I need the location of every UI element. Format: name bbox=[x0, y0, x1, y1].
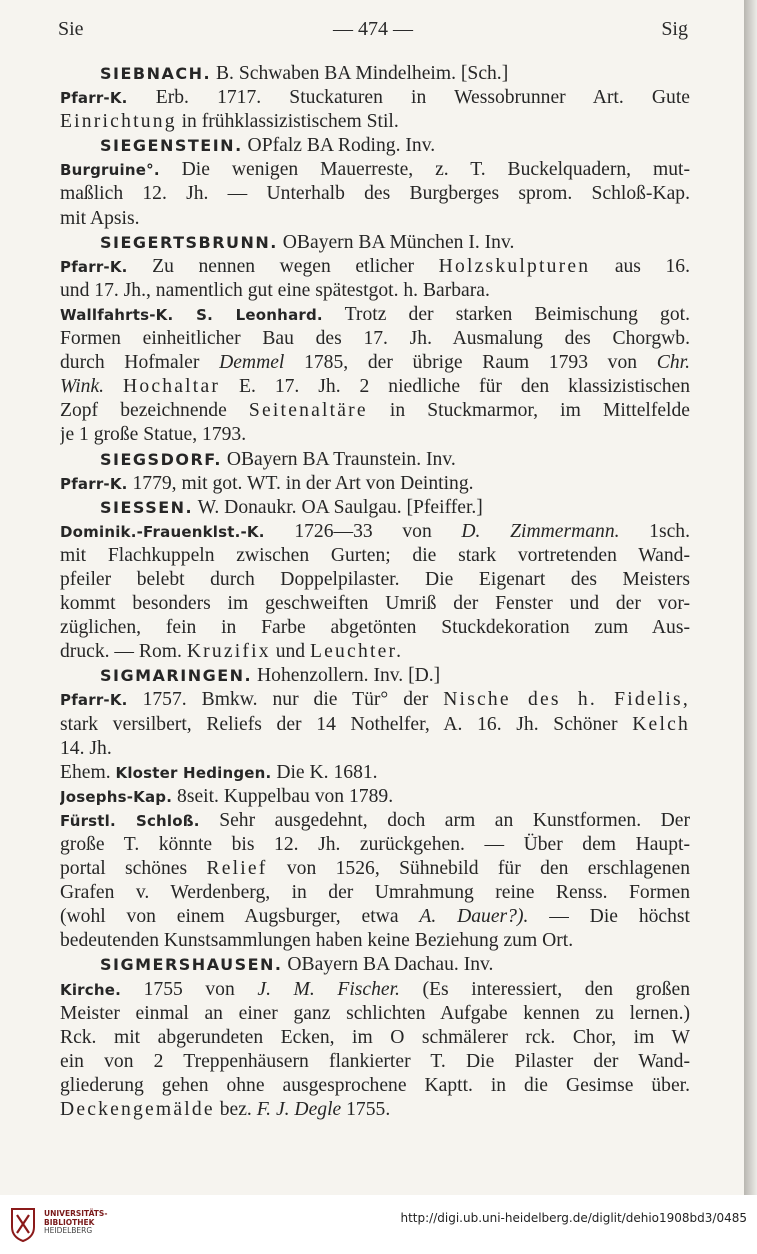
text-line bbox=[60, 231, 690, 255]
entry-keyword: Pfarr-K. bbox=[60, 474, 128, 493]
text-run: Wink. bbox=[60, 376, 105, 398]
text-run: Hochaltar bbox=[123, 376, 221, 398]
text-line bbox=[60, 255, 690, 279]
text-run: Sehr ausgedehnt, doch arm an Kunstformen. Der bbox=[199, 809, 690, 831]
text-run: je 1 große Statue, 1793. bbox=[60, 424, 247, 446]
library-logo-text bbox=[44, 1210, 107, 1236]
text-run: W. Donaukr. OA Saulgau. [Pfeiffer.] bbox=[193, 496, 483, 518]
text-line bbox=[60, 158, 690, 182]
text-line bbox=[60, 544, 690, 568]
text-run: 8seit. Kuppelbau von 1789. bbox=[172, 785, 394, 807]
entry-keyword: Wallfahrts-K. S. Leonhard. bbox=[60, 305, 323, 324]
text-run: E. 17. Jh. 2 niedliche für den klassizistischen bbox=[220, 376, 690, 398]
entry-keyword: Pfarr-K. bbox=[60, 89, 128, 108]
text-run: und bbox=[270, 641, 310, 663]
entry-keyword: Kirche. bbox=[60, 980, 122, 999]
place-heading: SIEGSDORF. bbox=[100, 449, 222, 469]
text-run: Relief bbox=[206, 858, 268, 880]
text-line bbox=[60, 110, 690, 134]
text-line bbox=[60, 809, 690, 833]
text-line bbox=[60, 833, 690, 857]
text-run: OPfalz BA Roding. Inv. bbox=[242, 135, 436, 157]
text-run: Grafen v. Werdenberg, in der Umrahmung reine Renss. Formen bbox=[60, 882, 690, 904]
text-line bbox=[60, 1002, 690, 1026]
text-run: Meister einmal an einer ganz schlichten Aufgabe kennen zu lernen.) bbox=[60, 1002, 690, 1024]
text-run: (Es interessiert, den großen bbox=[399, 978, 690, 1000]
text-line bbox=[60, 207, 690, 231]
text-run: von 1526, Sühnebild für den erschlagenen bbox=[267, 858, 690, 880]
text-run: bez. bbox=[214, 1099, 257, 1121]
header-right: Sig bbox=[661, 18, 688, 40]
university-seal-icon bbox=[8, 1205, 38, 1243]
text-run: Nische des h. Fidelis, bbox=[443, 689, 690, 711]
header-left: Sie bbox=[58, 18, 84, 40]
text-line bbox=[60, 375, 690, 399]
text-run: Trotz der starken Beimischung got. bbox=[322, 303, 690, 325]
text-line bbox=[60, 905, 690, 929]
text-run: Ehem. bbox=[60, 761, 116, 783]
text-run: Chr. bbox=[656, 352, 690, 374]
text-run: mit Apsis. bbox=[60, 207, 140, 229]
text-run: Deckengemälde bbox=[60, 1099, 215, 1121]
text-run: 1726—33 von bbox=[264, 520, 462, 542]
running-header bbox=[58, 18, 688, 48]
text-run: bedeutenden Kunstsammlungen haben keine Beziehung zum Ort. bbox=[60, 930, 574, 952]
text-run: 1779, mit got. WT. in der Art von Deinting. bbox=[127, 472, 474, 494]
text-run: mit Flachkuppeln zwischen Gurten; die stark vortretenden Wand- bbox=[60, 544, 690, 566]
text-line bbox=[60, 1050, 690, 1074]
place-heading: SIEGENSTEIN. bbox=[100, 136, 243, 156]
source-url-link[interactable]: http://digi.ub.uni-heidelberg.de/diglit/dehio1908bd3/0485 bbox=[400, 1211, 747, 1225]
text-run: 1sch. bbox=[619, 520, 690, 542]
text-run: große T. könnte bis 12. Jh. zurückgehen. — Über dem Haupt- bbox=[60, 834, 690, 855]
text-line bbox=[60, 1098, 690, 1122]
place-heading: SIGMERSHAUSEN. bbox=[100, 955, 283, 975]
text-line bbox=[60, 351, 690, 375]
entry-keyword: Josephs-Kap. bbox=[60, 787, 173, 806]
text-line bbox=[60, 978, 690, 1002]
text-run: Kelch bbox=[632, 713, 690, 735]
text-line bbox=[60, 86, 690, 110]
text-run: und 17. Jh., namentlich gut eine spätestgot. h. Barbara. bbox=[60, 279, 490, 301]
text-line bbox=[60, 785, 690, 809]
place-heading: SIEBNACH. bbox=[100, 64, 212, 83]
entry-keyword: Fürstl. Schloß. bbox=[60, 811, 200, 830]
entry-keyword: Dominik.-Frauenklst.-K. bbox=[60, 522, 265, 541]
text-run: aus 16. bbox=[590, 255, 690, 277]
text-line bbox=[60, 616, 690, 640]
text-line bbox=[60, 881, 690, 905]
entry-keyword: Kloster Hedingen. bbox=[115, 763, 272, 782]
text-line bbox=[60, 1074, 690, 1098]
text-line bbox=[60, 761, 690, 785]
footer-bar bbox=[0, 1195, 757, 1254]
text-run: kommt besonders im geschweiften Umriß der Fenster und der vor- bbox=[60, 593, 690, 615]
place-heading: SIGMARINGEN. bbox=[100, 666, 253, 686]
text-run: (wohl von einem Augsburger, etwa bbox=[60, 906, 420, 928]
text-line bbox=[60, 399, 690, 423]
text-line bbox=[60, 737, 690, 761]
body-text bbox=[60, 62, 690, 1122]
text-line bbox=[60, 279, 690, 303]
text-run: Die K. 1681. bbox=[271, 761, 378, 783]
text-run: durch Hofmaler bbox=[60, 352, 220, 374]
text-run: 1755. bbox=[341, 1099, 391, 1121]
text-run: Holzskulpturen bbox=[438, 255, 591, 277]
text-run: Formen einheitlicher Bau des 17. Jh. Ausmalung des Chorgwb. bbox=[60, 328, 690, 350]
text-line bbox=[60, 688, 690, 712]
text-run: 1785, der übrige Raum 1793 von bbox=[284, 352, 657, 374]
text-line bbox=[60, 664, 690, 688]
text-run: OBayern BA Traunstein. Inv. bbox=[221, 448, 456, 470]
text-line bbox=[60, 857, 690, 881]
text-line bbox=[60, 568, 690, 592]
text-run: Zu nennen wegen etlicher bbox=[127, 255, 439, 277]
text-run: F. J. Degle bbox=[256, 1099, 342, 1121]
text-run: Kruzifix bbox=[186, 641, 271, 663]
text-line bbox=[60, 423, 690, 447]
text-run: Einrichtung bbox=[60, 111, 177, 133]
text-run: Rck. mit abgerundeten Ecken, im O schmälerer rck. Chor, im W bbox=[60, 1026, 690, 1048]
text-run: Seitenaltäre bbox=[248, 400, 368, 422]
text-run: ein von 2 Treppenhäusern flankierter T. Die Pilaster der Wand- bbox=[60, 1050, 690, 1072]
text-run: Die wenigen Mauerreste, z. T. Buckelquadern, mut- bbox=[159, 159, 690, 181]
text-run: in Stuckmarmor, im Mittelfelde bbox=[367, 400, 690, 422]
text-run: D. Zimmermann. bbox=[461, 520, 620, 542]
logo-line: UNIVERSITÄTS- bbox=[44, 1209, 108, 1218]
text-run: OBayern BA München I. Inv. bbox=[277, 231, 515, 253]
text-line bbox=[60, 303, 690, 327]
entry-keyword: Burgruine°. bbox=[60, 161, 160, 180]
text-run: züglichen, fein in Farbe abgetönten Stuckdekoration zum Aus- bbox=[60, 617, 690, 639]
text-run: 14. Jh. bbox=[60, 737, 112, 759]
text-run bbox=[104, 376, 123, 397]
text-run: A. Dauer?). bbox=[419, 906, 529, 928]
page-edge bbox=[744, 0, 757, 1195]
text-line bbox=[60, 713, 690, 737]
text-run: portal schönes bbox=[60, 858, 207, 880]
text-run: in frühklassizistischem Stil. bbox=[176, 111, 399, 133]
text-run: 1755 von bbox=[121, 978, 258, 1000]
page-number: — 474 — bbox=[333, 18, 413, 40]
text-run: Leuchter. bbox=[309, 641, 404, 663]
logo-line: BIBLIOTHEK bbox=[44, 1217, 95, 1227]
text-run: Hohenzollern. Inv. [D.] bbox=[252, 665, 441, 687]
text-line bbox=[60, 496, 690, 520]
text-run: Demmel bbox=[219, 352, 285, 374]
entry-keyword: Pfarr-K. bbox=[60, 257, 128, 276]
text-line bbox=[60, 520, 690, 544]
text-line bbox=[60, 953, 690, 977]
text-run: B. Schwaben BA Mindelheim. [Sch.] bbox=[211, 63, 509, 84]
text-run: — Die höchst bbox=[528, 906, 690, 928]
text-line bbox=[60, 929, 690, 953]
text-run: Zopf bezeichnende bbox=[60, 400, 249, 422]
text-run: stark versilbert, Reliefs der 14 Nothelfer, A. 16. Jh. Schöner bbox=[60, 713, 633, 735]
text-run: Erb. 1717. Stuckaturen in Wessobrunner Art. Gute bbox=[127, 87, 690, 109]
text-line bbox=[60, 640, 690, 664]
logo-line: HEIDELBERG bbox=[44, 1226, 93, 1235]
text-run: pfeiler belebt durch Doppelpilaster. Die Eigenart des Meisters bbox=[60, 568, 690, 590]
place-heading: SIEGERTSBRUNN. bbox=[100, 232, 278, 252]
text-run: druck. — Rom. bbox=[60, 641, 187, 663]
text-line bbox=[60, 472, 690, 496]
text-line bbox=[60, 62, 690, 86]
text-line bbox=[60, 327, 690, 351]
text-line bbox=[60, 182, 690, 206]
text-run: 1757. Bmkw. nur die Tür° der bbox=[127, 689, 444, 711]
text-line bbox=[60, 1026, 690, 1050]
text-run: J. M. Fischer. bbox=[257, 978, 400, 1000]
text-line bbox=[60, 134, 690, 158]
text-run: OBayern BA Dachau. Inv. bbox=[282, 954, 494, 976]
text-run: gliederung gehen ohne ausgesprochene Kaptt. in die Gesimse über. bbox=[60, 1074, 690, 1096]
text-line bbox=[60, 592, 690, 616]
text-run: maßlich 12. Jh. — Unterhalb des Burgberges sprom. Schloß-Kap. bbox=[60, 183, 690, 205]
place-heading: SIESSEN. bbox=[100, 497, 194, 517]
entry-keyword: Pfarr-K. bbox=[60, 691, 128, 710]
text-line bbox=[60, 448, 690, 472]
